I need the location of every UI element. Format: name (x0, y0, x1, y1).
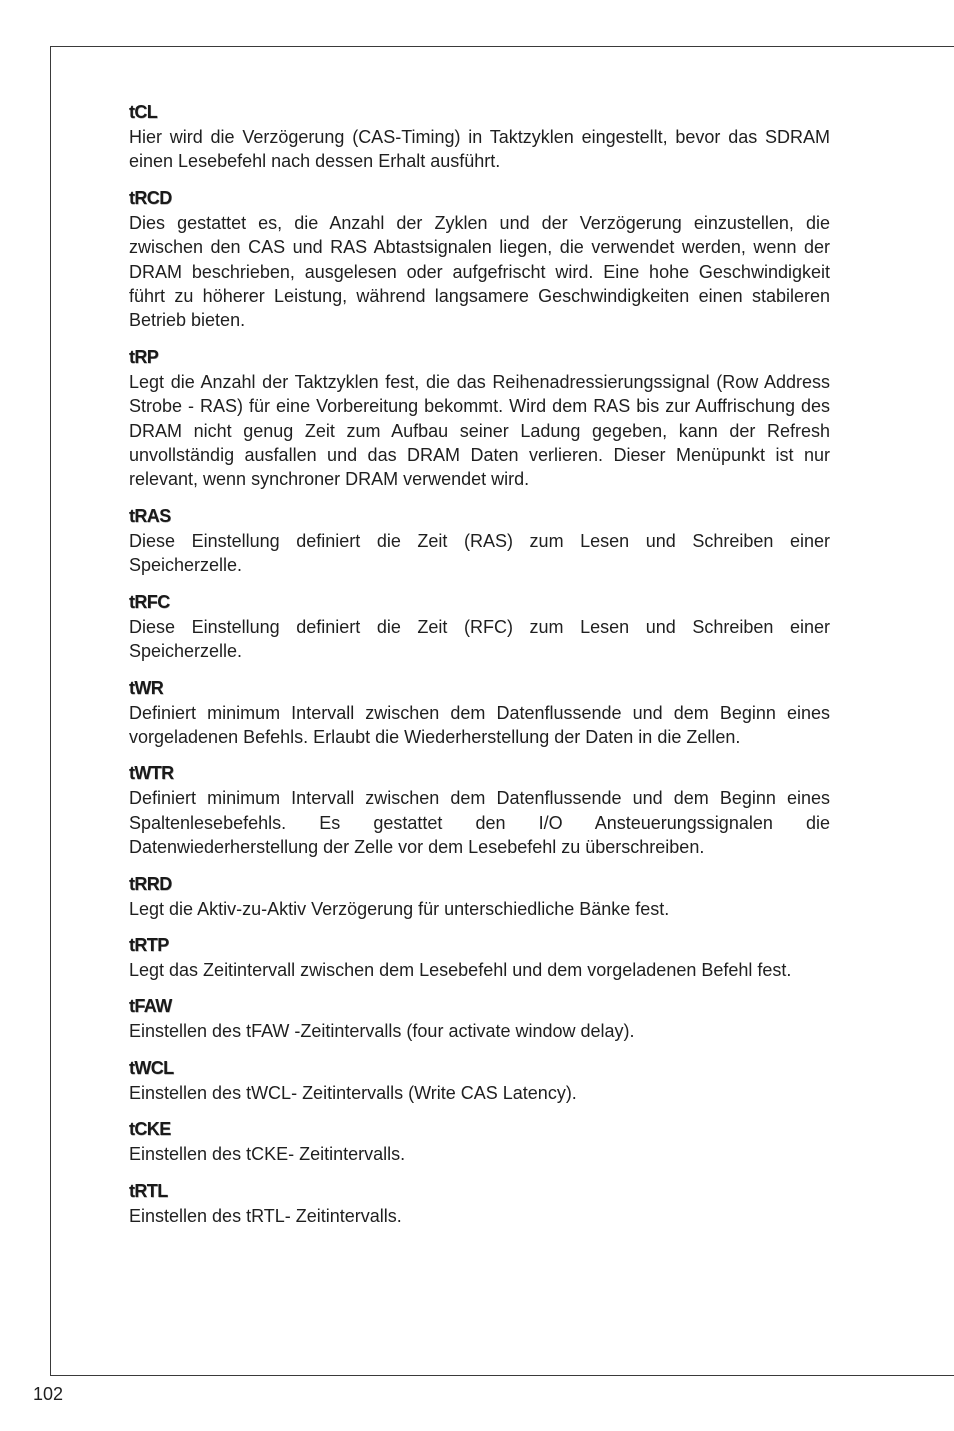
section-twcl (129, 1057, 830, 1105)
term-heading: tCKE (129, 1119, 171, 1140)
section-trtp (129, 934, 830, 982)
term-description: Hier wird die Verzögerung (CAS-Timing) in Taktzyklen eingestellt, bevor das SDRAM einen Lesebefehl nach dessen Erhalt ausführt. (129, 127, 830, 172)
term-heading: tWR (129, 677, 164, 698)
section-trcd (129, 187, 830, 333)
term-description: Legt das Zeitintervall zwischen dem Lesebefehl und dem vorgeladenen Befehl fest. (129, 959, 792, 980)
term-heading: tRRD (129, 873, 172, 894)
term-description: Definiert minimum Intervall zwischen dem Datenflussende und dem Beginn eines Spaltenlesebefehls. Es gestattet den I/O Ansteuerungssignalen die Datenwiederherstellung der Zelle vor dem Lesebefehl zu überschreiben. (129, 788, 830, 858)
term-heading: tRP (129, 346, 159, 367)
term-heading: tRCD (129, 187, 172, 208)
term-description: Legt die Aktiv-zu-Aktiv Verzögerung für unterschiedliche Bänke fest. (129, 898, 670, 919)
term-description: Dies gestattet es, die Anzahl der Zyklen und der Verzögerung einzustellen, die zwischen den CAS und RAS Abtastsignalen liegen, die verwendet werden, wenn der DRAM beschrieben, ausgelesen oder aufgefrischt wird. Eine hohe Geschwindigkeit führt zu höherer Leistung, während langsamere Geschwindigkeiten einen stabileren Betrieb bieten. (129, 212, 830, 331)
term-heading: tWCL (129, 1057, 174, 1078)
term-description: Legt die Anzahl der Taktzyklen fest, die das Reihenadressierungssignal (Row Address Strobe - RAS) für eine Vorbereitung bekommt. Wird dem RAS bis zur Auffrischung des DRAM nicht genug Zeit zum Aufbau seiner Ladung gegeben, kann der Refresh unvollständig ausfallen und das DRAM Daten verlieren. Dieser Menüpunkt ist nur relevant, wenn synchroner DRAM verwendet wird. (129, 371, 830, 490)
term-description: Einstellen des tCKE- Zeitintervalls. (129, 1144, 406, 1165)
section-trfc (129, 591, 830, 664)
section-tfaw (129, 995, 830, 1043)
term-heading: tRTP (129, 934, 169, 955)
section-twr (129, 677, 830, 750)
section-trrd (129, 873, 830, 921)
term-heading: tWTR (129, 763, 174, 784)
term-heading: tRTL (129, 1180, 168, 1201)
term-description: Diese Einstellung definiert die Zeit (RFC) zum Lesen und Schreiben einer Speicherzelle. (129, 616, 830, 662)
section-trtl (129, 1180, 830, 1228)
manual-content (129, 101, 830, 1241)
term-heading: tRFC (129, 591, 170, 612)
term-heading: tFAW (129, 996, 172, 1017)
section-tcke (129, 1118, 830, 1166)
term-description: Einstellen des tWCL- Zeitintervalls (Write CAS Latency). (129, 1082, 577, 1103)
term-description: Definiert minimum Intervall zwischen dem Datenflussende und dem Beginn eines vorgeladenen Befehls. Erlaubt die Wiederherstellung der Daten in die Zellen. (129, 702, 830, 747)
page-frame-left-rule (50, 46, 51, 1376)
section-trp (129, 346, 830, 492)
section-tras (129, 505, 830, 578)
term-description: Einstellen des tFAW -Zeitintervalls (four activate window delay). (129, 1021, 635, 1042)
section-tcl (129, 101, 830, 174)
section-twtr (129, 762, 830, 859)
term-description: Einstellen des tRTL- Zeitintervalls. (129, 1205, 402, 1226)
term-heading: tCL (129, 102, 158, 122)
page-frame-top-rule (50, 46, 954, 47)
page-frame-bottom-rule (50, 1375, 954, 1376)
page-number: 102 (33, 1384, 64, 1404)
term-description: Diese Einstellung definiert die Zeit (RAS) zum Lesen und Schreiben einer Speicherzelle. (129, 530, 830, 576)
term-heading: tRAS (129, 505, 171, 526)
